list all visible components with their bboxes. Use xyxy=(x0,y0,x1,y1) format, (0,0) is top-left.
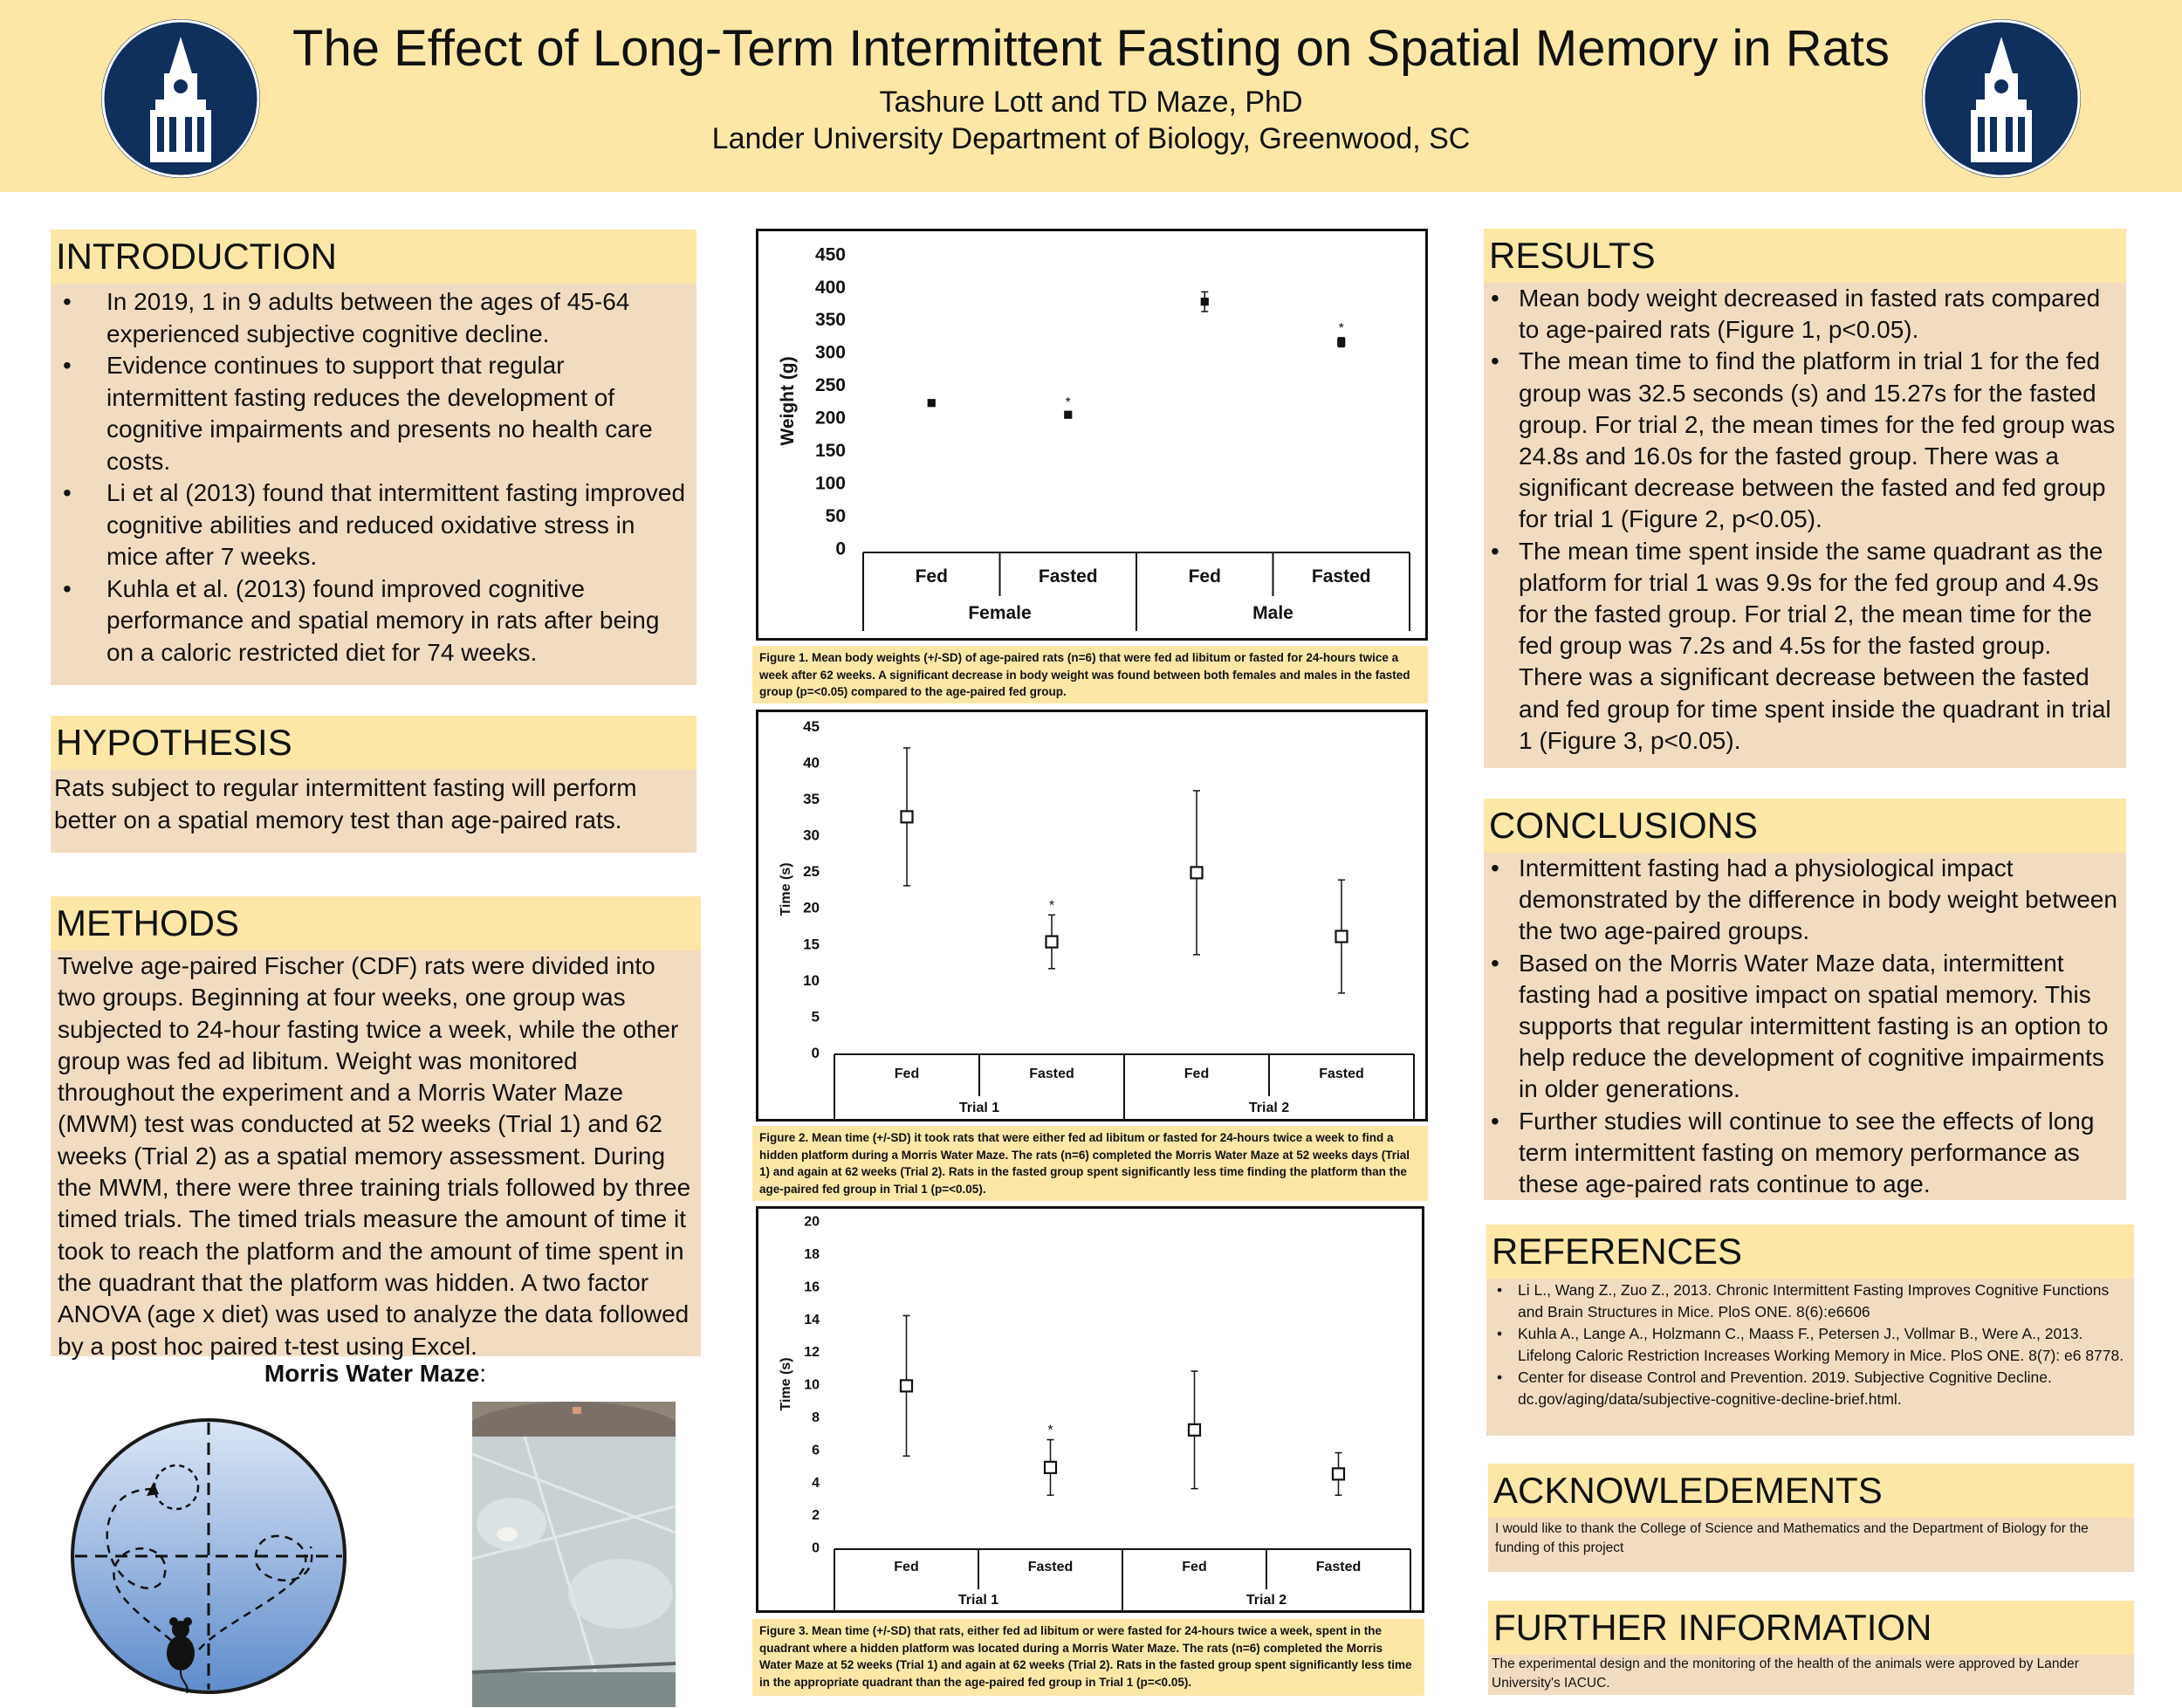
introduction-heading: INTRODUCTION xyxy=(51,230,696,284)
hypothesis-text: Rats subject to regular intermittent fasting will perform better on a spatial memory test than age-paired rats. xyxy=(51,770,696,853)
hypothesis-heading: HYPOTHESIS xyxy=(51,716,696,770)
data-point xyxy=(1333,1468,1344,1479)
maze-label-colon: : xyxy=(479,1360,487,1387)
acknowledgements-text: I would like to thank the College of Science and Mathematics and the Department of Biology for the funding of this project xyxy=(1488,1518,2134,1572)
category-label: Fasted xyxy=(1038,566,1098,586)
y-tick-label: 20 xyxy=(804,1214,820,1230)
group-label: Trial 2 xyxy=(1245,1593,1287,1608)
figure-1-chart xyxy=(756,229,1428,641)
y-tick-label: 250 xyxy=(814,375,846,396)
category-label: Fed xyxy=(894,1560,919,1574)
data-point xyxy=(1189,1424,1200,1436)
data-point xyxy=(1191,867,1203,878)
data-point xyxy=(1336,931,1348,943)
y-tick-label: 200 xyxy=(814,408,846,429)
significance-marker: * xyxy=(1065,395,1071,411)
figure-3-chart xyxy=(756,1206,1424,1613)
category-axis xyxy=(863,552,1410,631)
results-heading: RESULTS xyxy=(1484,229,2126,283)
data-point xyxy=(1065,412,1071,418)
introduction-body xyxy=(51,284,696,685)
y-tick-label: 30 xyxy=(803,827,820,844)
category-label: Fasted xyxy=(1319,1067,1364,1081)
acknowledgements-heading: ACKNOWLEDEMENTS xyxy=(1488,1464,2134,1518)
group-label: Trial 1 xyxy=(958,1101,1000,1115)
y-tick-label: 150 xyxy=(814,441,846,462)
further-information-heading: FURTHER INFORMATION xyxy=(1488,1601,2134,1655)
y-tick-label: 10 xyxy=(803,971,820,989)
further-information-text: The experimental design and the monitoring of the health of the animals were approved by Lander University's IACUC. xyxy=(1488,1655,2134,1695)
rat-in-water xyxy=(497,1527,518,1541)
maze-diagram xyxy=(68,1416,349,1697)
poster-affiliation: Lander University Department of Biology, Greenwood, SC xyxy=(711,122,1471,155)
y-tick-label: 50 xyxy=(825,505,846,526)
y-tick-label: 45 xyxy=(803,717,820,735)
introduction-list xyxy=(58,286,690,669)
group-label: Trial 2 xyxy=(1248,1101,1290,1115)
group-label: Male xyxy=(1252,603,1293,623)
conclusions-bullet: • Based on the Morris Water Maze data, intermittent fasting had a positive impact on spatial memory. This supports that regular intermittent fasting is an option to help reduce the development of cognitive impairments in older generations. xyxy=(1486,948,2121,1106)
group-label: Trial 1 xyxy=(957,1593,999,1608)
data-point xyxy=(929,400,935,406)
results-bullet: • The mean time spent inside the same quadrant as the platform for trial 1 was 9.9s for the fed group and 4.9s for the fasted group. For trial 2, the mean time for the fed group was 7.2s and 4.5s for the fasted group. There was a significant decrease between the fasted and fed group for time spent inside the quadrant in trial 1 (Figure 3, p<0.05). xyxy=(1486,536,2121,757)
conclusions-bullet: • Further studies will continue to see the effects of long term intermittent fasting on memory performance as these age-paired rats continue to age. xyxy=(1486,1106,2121,1201)
y-tick-label: 20 xyxy=(803,899,820,916)
data-point xyxy=(1202,298,1208,305)
poster-title: The Effect of Long-Term Intermittent Fasting on Spatial Memory in Rats xyxy=(292,20,1890,77)
introduction-bullet: • Evidence continues to support that regular intermittent fasting reduces the development of cognitive impairments and presents no health care costs. xyxy=(58,350,690,477)
figure-2-chart xyxy=(756,710,1428,1122)
category-label: Fasted xyxy=(1315,1560,1362,1574)
significance-marker: * xyxy=(1048,898,1055,914)
significance-marker: * xyxy=(1338,320,1344,336)
category-label: Fasted xyxy=(1029,1067,1074,1081)
references-list xyxy=(1492,1279,2127,1410)
y-tick-label: 400 xyxy=(814,277,846,298)
data-point xyxy=(1338,340,1344,346)
y-tick-label: 40 xyxy=(803,754,820,772)
category-axis xyxy=(834,1549,1410,1610)
introduction-bullet: • In 2019, 1 in 9 adults between the ages of 45-64 experienced subjective cognitive decline. xyxy=(58,286,690,350)
figure-2-caption: Figure 2. Mean time (+/-SD) it took rats that were either fed ad libitum or fasted for 24-hours twice a week to find a hidden platform during a Morris Water Maze. The rats (n=6) completed the Morris Water Maze at 52 weeks days (Trial 1) and again at 62 weeks (Trial 2). Rats in the fasted group spent significantly less time finding the platform than the age-paired fed group in Trial 1 (p=<0.05). xyxy=(752,1126,1428,1201)
figure-1-svg xyxy=(758,231,1425,638)
poster-authors: Tashure Lott and TD Maze, PhD xyxy=(879,86,1303,119)
conclusions-list xyxy=(1486,853,2121,1200)
reference-item: • Kuhla A., Lange A., Holzmann C., Maass F., Petersen J., Vollmar B., Were A., 2013. Lifelong Caloric Restriction Increases Working Memory in Mice. PloS ONE. 8(7): e6 8778. xyxy=(1492,1323,2127,1367)
y-tick-label: 10 xyxy=(804,1377,820,1393)
significance-marker: * xyxy=(1047,1423,1053,1438)
y-tick-label: 6 xyxy=(812,1443,820,1458)
y-tick-label: 450 xyxy=(814,244,846,265)
category-label: Fasted xyxy=(1027,1560,1074,1574)
y-tick-label: 2 xyxy=(812,1508,820,1524)
y-tick-label: 4 xyxy=(812,1475,820,1491)
figure-1-caption: Figure 1. Mean body weights (+/-SD) of age-paired rats (n=6) that were fed ad libitum or fasted for 24-hours twice a week after 62 weeks. A significant decrease in body weight was found between both females and males in the fasted group (p=<0.05) compared to the age-paired fed group. xyxy=(752,646,1428,703)
conclusions-body xyxy=(1484,853,2126,1200)
category-label: Fasted xyxy=(1311,566,1371,586)
y-axis-label: Time (s) xyxy=(779,862,793,916)
category-label: Fed xyxy=(915,566,948,586)
maze-label: Morris Water Maze xyxy=(264,1360,480,1387)
y-tick-label: 25 xyxy=(803,863,820,881)
reference-item: • Center for disease Control and Prevention. 2019. Subjective Cognitive Decline. dc.gov/aging/data/subjective-cognitive-decline-brief.html. xyxy=(1492,1367,2127,1410)
reference-item: • Li L., Wang Z., Zuo Z., 2013. Chronic Intermittent Fasting Improves Cognitive Functions and Brain Structures in Mice. PloS ONE. 8(6):e6606 xyxy=(1492,1279,2127,1323)
conclusions-bullet: • Intermittent fasting had a physiological impact demonstrated by the difference in body weight between the two age-paired groups. xyxy=(1486,853,2121,948)
category-label: Fed xyxy=(1188,566,1221,586)
conclusions-heading: CONCLUSIONS xyxy=(1484,799,2126,853)
y-tick-label: 12 xyxy=(804,1345,820,1361)
y-tick-label: 350 xyxy=(814,310,846,331)
results-body xyxy=(1484,283,2126,768)
y-tick-label: 14 xyxy=(804,1312,820,1327)
introduction-bullet: • Li et al (2013) found that intermittent fasting improved cognitive abilities and reduced oxidative stress in mice after 7 weeks. xyxy=(58,477,690,573)
y-tick-label: 15 xyxy=(803,936,820,953)
references-heading: REFERENCES xyxy=(1486,1224,2134,1279)
y-tick-label: 16 xyxy=(804,1279,820,1295)
y-tick-label: 0 xyxy=(812,1540,820,1556)
category-axis xyxy=(834,1054,1414,1119)
figure-2-svg xyxy=(758,712,1425,1119)
category-label: Fed xyxy=(1182,1560,1207,1574)
category-label: Fed xyxy=(894,1067,920,1081)
y-tick-label: 5 xyxy=(811,1008,820,1025)
y-tick-label: 35 xyxy=(803,791,820,808)
data-point xyxy=(901,1380,912,1391)
methods-heading: METHODS xyxy=(51,896,701,950)
introduction-bullet: • Kuhla et al. (2013) found improved cognitive performance and spatial memory in rats after being on a caloric restricted diet for 74 weeks. xyxy=(58,573,690,669)
data-point xyxy=(902,811,913,822)
y-tick-label: 0 xyxy=(835,538,846,559)
group-label: Female xyxy=(968,603,1032,623)
maze-photo xyxy=(472,1402,676,1707)
maze-label-line xyxy=(0,1360,751,1388)
data-point xyxy=(1046,936,1058,948)
results-list xyxy=(1486,283,2121,757)
y-tick-label: 0 xyxy=(811,1044,820,1061)
category-label: Fed xyxy=(1184,1067,1210,1081)
references-body xyxy=(1486,1279,2134,1436)
y-axis-label: Time (s) xyxy=(779,1357,793,1411)
y-tick-label: 8 xyxy=(812,1410,820,1425)
y-tick-label: 100 xyxy=(814,473,846,494)
figure-3-svg xyxy=(758,1209,1422,1610)
figure-3-caption: Figure 3. Mean time (+/-SD) that rats, either fed ad libitum or were fasted for 24-hours twice a week, spent in the quadrant where a hidden platform was located during a Morris Water Maze. The rats (n=6) completed the Morris Water Maze at 52 weeks (Trial 1) and again at 62 weeks (Trial 2). Rats in the fasted group spent significantly less time in the appropriate quadrant than the age-paired fed group in Trial 1 (p=<0.05). xyxy=(752,1619,1424,1696)
results-bullet: • Mean body weight decreased in fasted rats compared to age-paired rats (Figure 1, p<0.05). xyxy=(1486,283,2121,346)
y-tick-label: 18 xyxy=(804,1247,820,1262)
results-bullet: • The mean time to find the platform in trial 1 for the fed group was 32.5 seconds (s) and 15.27s for the fasted group. For trial 2, the mean times for the fed group was 24.8s and 16.0s for the fasted group. There was a significant decrease between the fasted and fed group for trial 1 (Figure 2, p<0.05). xyxy=(1486,346,2121,535)
data-point xyxy=(1045,1462,1056,1473)
y-axis-label: Weight (g) xyxy=(778,356,798,446)
methods-text: Twelve age-paired Fischer (CDF) rats were divided into two groups. Beginning at four weeks, one group was subjected to 24-hour fasting twice a week, while the other group was fed ad libitum. Weight was monitored throughout the experiment and a Morris Water Maze (MWM) test was conducted at 52 weeks (Trial 1) and 62 weeks (Trial 2) as a spatial memory assessment. During the MWM, there were three training trials followed by three timed trials. The timed trials measure the amount of time it took to reach the platform and the amount of time spent in the quadrant that the platform was hidden. A two factor ANOVA (age x diet) was used to analyze the data followed by a post hoc paired t-test using Excel. xyxy=(51,950,701,1356)
y-tick-label: 300 xyxy=(814,342,846,363)
